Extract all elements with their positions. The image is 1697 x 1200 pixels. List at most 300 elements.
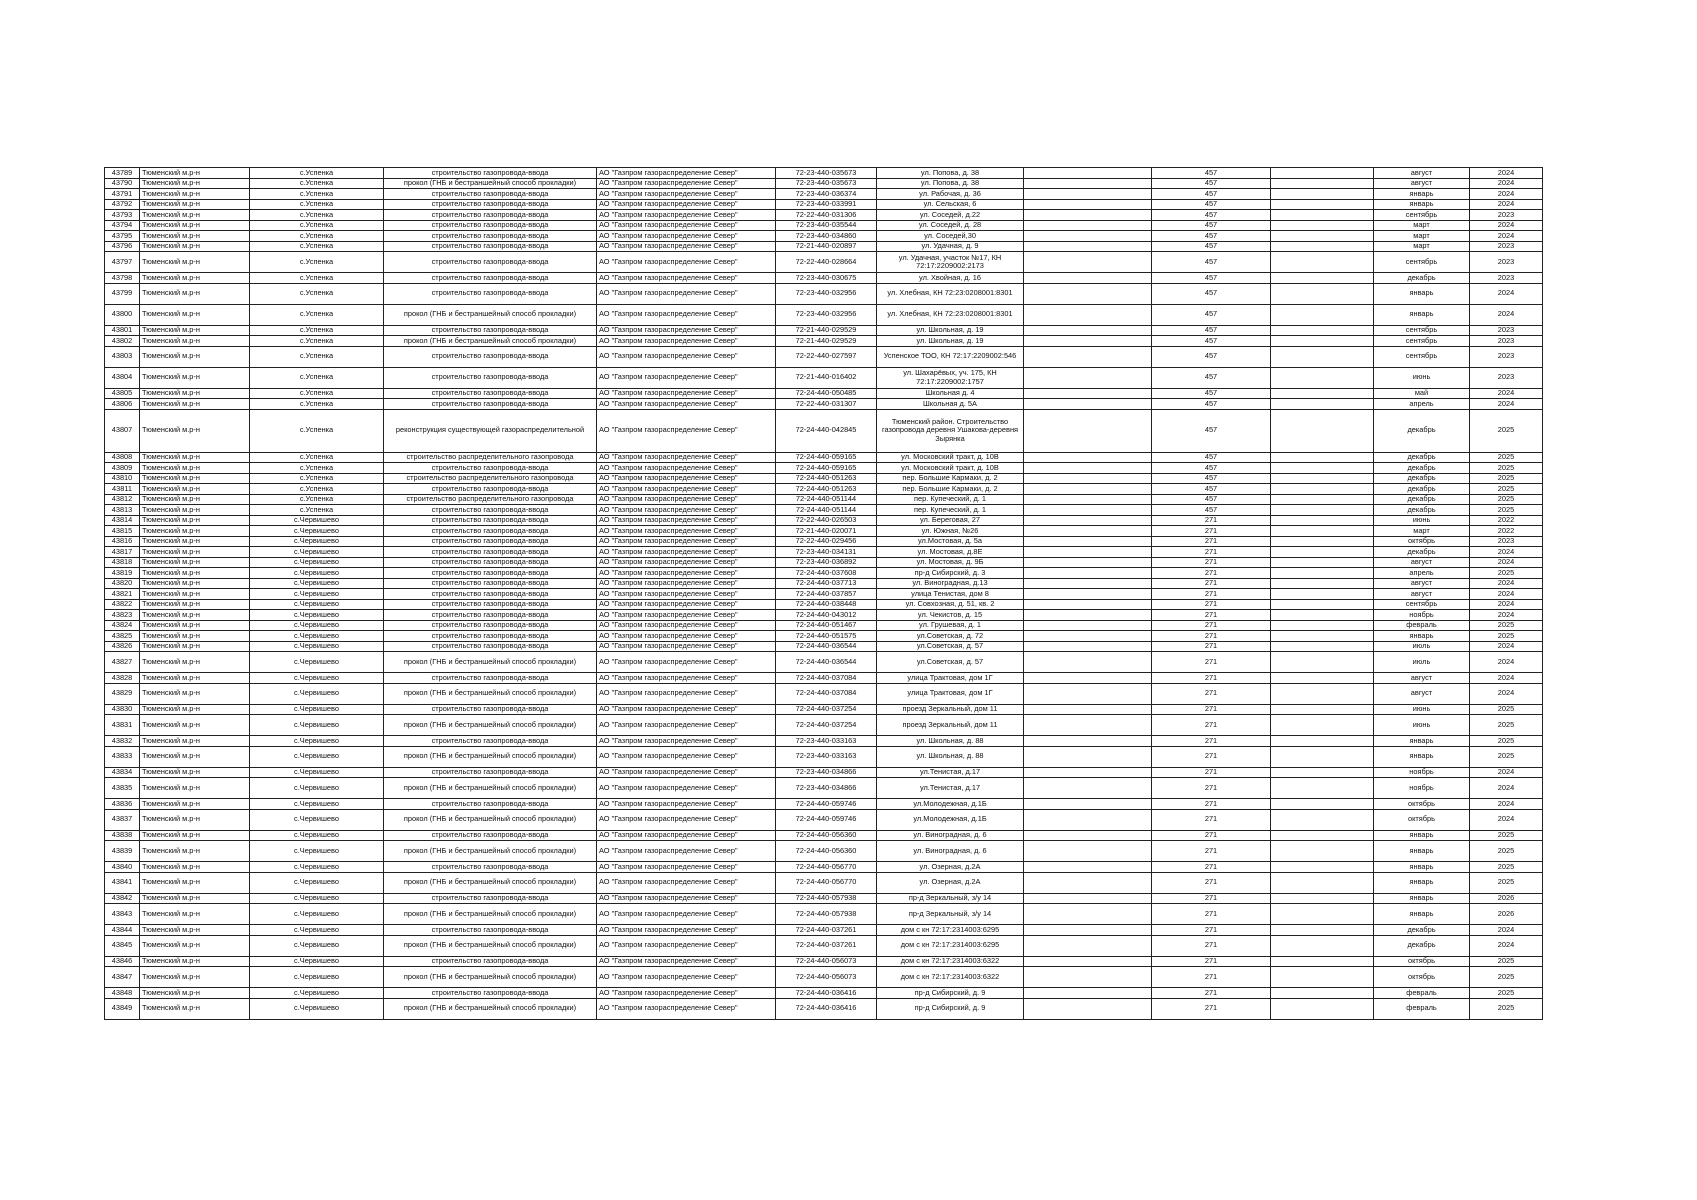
- cell-address: ул. Попова, д. 38: [877, 178, 1024, 189]
- cell-year: 2022: [1470, 526, 1543, 537]
- cell-empty-col: [1271, 631, 1374, 642]
- cell-month: октябрь: [1374, 809, 1470, 830]
- cell-settlement: с.Червишево: [250, 578, 384, 589]
- cell-year: 2025: [1470, 484, 1543, 495]
- cell-address: пер. Большие Кармаки, д. 2: [877, 484, 1024, 495]
- cell-year: 2024: [1470, 809, 1543, 830]
- cell-month: январь: [1374, 283, 1470, 304]
- cell-work-type: строительство газопровода-ввода: [384, 641, 597, 652]
- cell-year: 2025: [1470, 631, 1543, 642]
- cell-organization: АО "Газпром газораспределение Север": [597, 199, 776, 210]
- cell-application-number: 72-23-440-033991: [776, 199, 877, 210]
- cell-code: 457: [1152, 189, 1271, 200]
- cell-organization: АО "Газпром газораспределение Север": [597, 367, 776, 388]
- cell-month: август: [1374, 673, 1470, 684]
- cell-code: 271: [1152, 683, 1271, 704]
- cell-row-number: 43810: [105, 473, 140, 484]
- cell-application-number: 72-22-440-028664: [776, 252, 877, 273]
- cell-work-type: строительство газопровода-ввода: [384, 220, 597, 231]
- table-row: [105, 715, 1543, 736]
- cell-year: 2025: [1470, 494, 1543, 505]
- table-row: [105, 767, 1543, 778]
- cell-settlement: с.Червишево: [250, 736, 384, 747]
- cell-month: сентябрь: [1374, 210, 1470, 221]
- cell-address: дом с кн 72:17:2314003:6322: [877, 967, 1024, 988]
- cell-organization: АО "Газпром газораспределение Север": [597, 220, 776, 231]
- cell-settlement: с.Червишево: [250, 956, 384, 967]
- table-row: [105, 388, 1543, 399]
- cell-year: 2023: [1470, 336, 1543, 347]
- cell-code: 271: [1152, 778, 1271, 799]
- cell-application-number: 72-24-440-036544: [776, 652, 877, 673]
- cell-code: 271: [1152, 557, 1271, 568]
- cell-month: декабрь: [1374, 935, 1470, 956]
- table-row: [105, 683, 1543, 704]
- cell-organization: АО "Газпром газораспределение Север": [597, 830, 776, 841]
- cell-row-number: 43819: [105, 568, 140, 579]
- cell-empty-col: [1024, 956, 1152, 967]
- cell-application-number: 72-24-440-036544: [776, 641, 877, 652]
- cell-empty-col: [1271, 778, 1374, 799]
- cell-district: Тюменский м.р-н: [140, 547, 250, 558]
- cell-settlement: с.Успенка: [250, 178, 384, 189]
- cell-settlement: с.Успенка: [250, 252, 384, 273]
- cell-code: 271: [1152, 515, 1271, 526]
- cell-organization: АО "Газпром газораспределение Север": [597, 599, 776, 610]
- cell-month: январь: [1374, 904, 1470, 925]
- cell-year: 2024: [1470, 168, 1543, 179]
- cell-year: 2024: [1470, 925, 1543, 936]
- cell-organization: АО "Газпром газораспределение Север": [597, 998, 776, 1019]
- cell-organization: АО "Газпром газораспределение Север": [597, 904, 776, 925]
- cell-organization: АО "Газпром газораспределение Север": [597, 778, 776, 799]
- cell-empty-col: [1024, 673, 1152, 684]
- cell-settlement: с.Червишево: [250, 830, 384, 841]
- table-row: [105, 409, 1543, 452]
- cell-row-number: 43814: [105, 515, 140, 526]
- cell-organization: АО "Газпром газораспределение Север": [597, 935, 776, 956]
- table-row: [105, 652, 1543, 673]
- cell-code: 271: [1152, 746, 1271, 767]
- cell-address: пр-д Сибирский, д. 9: [877, 998, 1024, 1019]
- cell-settlement: с.Успенка: [250, 463, 384, 474]
- cell-month: апрель: [1374, 399, 1470, 410]
- cell-month: апрель: [1374, 568, 1470, 579]
- cell-row-number: 43835: [105, 778, 140, 799]
- cell-row-number: 43828: [105, 673, 140, 684]
- cell-application-number: 72-23-440-033163: [776, 746, 877, 767]
- cell-work-type: строительство газопровода-ввода: [384, 325, 597, 336]
- table-row: [105, 178, 1543, 189]
- cell-year: 2024: [1470, 399, 1543, 410]
- cell-work-type: прокол (ГНБ и бестраншейный способ прокладки): [384, 967, 597, 988]
- cell-code: 271: [1152, 841, 1271, 862]
- cell-address: ул. Сельская, 6: [877, 199, 1024, 210]
- cell-empty-col: [1024, 273, 1152, 284]
- cell-code: 457: [1152, 409, 1271, 452]
- cell-empty-col: [1271, 904, 1374, 925]
- cell-organization: АО "Газпром газораспределение Север": [597, 463, 776, 474]
- cell-work-type: строительство газопровода-ввода: [384, 515, 597, 526]
- cell-organization: АО "Газпром газораспределение Север": [597, 252, 776, 273]
- cell-empty-col: [1024, 178, 1152, 189]
- cell-address: пер. Большие Кармаки, д. 2: [877, 473, 1024, 484]
- cell-empty-col: [1271, 620, 1374, 631]
- cell-year: 2025: [1470, 715, 1543, 736]
- cell-empty-col: [1271, 199, 1374, 210]
- table-row: [105, 778, 1543, 799]
- cell-code: 457: [1152, 325, 1271, 336]
- cell-code: 457: [1152, 273, 1271, 284]
- cell-address: ул. Соседей,30: [877, 231, 1024, 242]
- cell-district: Тюменский м.р-н: [140, 252, 250, 273]
- cell-year: 2024: [1470, 767, 1543, 778]
- cell-application-number: 72-24-440-043012: [776, 610, 877, 621]
- cell-application-number: 72-23-440-035544: [776, 220, 877, 231]
- table-row: [105, 252, 1543, 273]
- table-row: [105, 199, 1543, 210]
- table-row: [105, 872, 1543, 893]
- cell-organization: АО "Газпром газораспределение Север": [597, 988, 776, 999]
- cell-code: 271: [1152, 641, 1271, 652]
- cell-empty-col: [1024, 967, 1152, 988]
- cell-work-type: строительство газопровода-ввода: [384, 505, 597, 516]
- table-row: [105, 241, 1543, 252]
- cell-work-type: строительство газопровода-ввода: [384, 589, 597, 600]
- cell-address: ул. Озерная, д.2А: [877, 862, 1024, 873]
- cell-work-type: строительство газопровода-ввода: [384, 673, 597, 684]
- cell-settlement: с.Успенка: [250, 210, 384, 221]
- cell-settlement: с.Успенка: [250, 484, 384, 495]
- table-row: [105, 893, 1543, 904]
- cell-address: ул.Тенистая, д.17: [877, 778, 1024, 799]
- cell-empty-col: [1271, 767, 1374, 778]
- cell-district: Тюменский м.р-н: [140, 641, 250, 652]
- cell-empty-col: [1271, 925, 1374, 936]
- cell-application-number: 72-24-440-050485: [776, 388, 877, 399]
- cell-code: 457: [1152, 336, 1271, 347]
- cell-application-number: 72-24-440-037254: [776, 704, 877, 715]
- cell-code: 271: [1152, 935, 1271, 956]
- cell-empty-col: [1271, 210, 1374, 221]
- cell-month: январь: [1374, 872, 1470, 893]
- cell-organization: АО "Газпром газораспределение Север": [597, 736, 776, 747]
- cell-empty-col: [1024, 304, 1152, 325]
- table-row: [105, 547, 1543, 558]
- table-row: [105, 799, 1543, 810]
- cell-organization: АО "Газпром газораспределение Север": [597, 325, 776, 336]
- cell-application-number: 72-23-440-034131: [776, 547, 877, 558]
- cell-settlement: с.Червишево: [250, 704, 384, 715]
- cell-month: август: [1374, 178, 1470, 189]
- cell-address: Школьная д. 4: [877, 388, 1024, 399]
- cell-row-number: 43794: [105, 220, 140, 231]
- cell-year: 2025: [1470, 736, 1543, 747]
- cell-month: декабрь: [1374, 452, 1470, 463]
- cell-empty-col: [1271, 557, 1374, 568]
- cell-district: Тюменский м.р-н: [140, 673, 250, 684]
- cell-empty-col: [1024, 220, 1152, 231]
- cell-work-type: строительство распределительного газопровода: [384, 452, 597, 463]
- cell-empty-col: [1271, 484, 1374, 495]
- cell-empty-col: [1271, 367, 1374, 388]
- cell-month: декабрь: [1374, 484, 1470, 495]
- cell-application-number: 72-21-440-020071: [776, 526, 877, 537]
- cell-month: январь: [1374, 830, 1470, 841]
- cell-organization: АО "Газпром газораспределение Север": [597, 231, 776, 242]
- cell-application-number: 72-23-440-035673: [776, 168, 877, 179]
- cell-address: Тюменский район. Строительство газопровода деревня Ушакова-деревня Зырянка: [877, 409, 1024, 452]
- cell-month: январь: [1374, 736, 1470, 747]
- cell-settlement: с.Червишево: [250, 872, 384, 893]
- cell-year: 2025: [1470, 956, 1543, 967]
- cell-address: пр-д Сибирский, д. 9: [877, 988, 1024, 999]
- cell-organization: АО "Газпром газораспределение Север": [597, 641, 776, 652]
- table-row: [105, 673, 1543, 684]
- cell-work-type: строительство газопровода-ввода: [384, 547, 597, 558]
- cell-row-number: 43804: [105, 367, 140, 388]
- cell-work-type: прокол (ГНБ и бестраншейный способ прокладки): [384, 904, 597, 925]
- cell-year: 2024: [1470, 641, 1543, 652]
- cell-code: 457: [1152, 220, 1271, 231]
- cell-settlement: с.Червишево: [250, 862, 384, 873]
- cell-empty-col: [1024, 168, 1152, 179]
- cell-year: 2022: [1470, 515, 1543, 526]
- cell-year: 2025: [1470, 872, 1543, 893]
- cell-row-number: 43803: [105, 346, 140, 367]
- cell-month: сентябрь: [1374, 252, 1470, 273]
- table-row: [105, 704, 1543, 715]
- cell-organization: АО "Газпром газораспределение Север": [597, 568, 776, 579]
- cell-settlement: с.Червишево: [250, 652, 384, 673]
- cell-year: 2024: [1470, 304, 1543, 325]
- cell-district: Тюменский м.р-н: [140, 809, 250, 830]
- cell-empty-col: [1024, 399, 1152, 410]
- cell-application-number: 72-22-440-031306: [776, 210, 877, 221]
- cell-empty-col: [1024, 210, 1152, 221]
- table-row: [105, 967, 1543, 988]
- cell-work-type: строительство газопровода-ввода: [384, 252, 597, 273]
- cell-application-number: 72-24-440-057938: [776, 904, 877, 925]
- cell-organization: АО "Газпром газораспределение Север": [597, 484, 776, 495]
- cell-code: 457: [1152, 505, 1271, 516]
- cell-empty-col: [1024, 536, 1152, 547]
- cell-application-number: 72-24-440-036416: [776, 998, 877, 1019]
- cell-year: 2025: [1470, 967, 1543, 988]
- cell-application-number: 72-24-440-056770: [776, 862, 877, 873]
- cell-work-type: прокол (ГНБ и бестраншейный способ прокладки): [384, 746, 597, 767]
- cell-work-type: строительство газопровода-ввода: [384, 956, 597, 967]
- cell-empty-col: [1271, 599, 1374, 610]
- cell-application-number: 72-22-440-026503: [776, 515, 877, 526]
- cell-empty-col: [1271, 967, 1374, 988]
- cell-year: 2024: [1470, 778, 1543, 799]
- cell-district: Тюменский м.р-н: [140, 336, 250, 347]
- cell-empty-col: [1271, 841, 1374, 862]
- cell-row-number: 43798: [105, 273, 140, 284]
- cell-empty-col: [1024, 925, 1152, 936]
- cell-year: 2023: [1470, 252, 1543, 273]
- cell-month: март: [1374, 526, 1470, 537]
- table-row: [105, 484, 1543, 495]
- cell-address: ул. Хлебная, КН 72:23:0208001:8301: [877, 304, 1024, 325]
- cell-address: ул. Мостовая, д. 9Б: [877, 557, 1024, 568]
- cell-organization: АО "Газпром газораспределение Север": [597, 746, 776, 767]
- cell-month: август: [1374, 578, 1470, 589]
- cell-work-type: строительство газопровода-ввода: [384, 273, 597, 284]
- table-row: [105, 557, 1543, 568]
- cell-organization: АО "Газпром газораспределение Север": [597, 536, 776, 547]
- cell-address: ул. Рабочая, д. 36: [877, 189, 1024, 200]
- cell-organization: АО "Газпром газораспределение Север": [597, 473, 776, 484]
- cell-settlement: с.Успенка: [250, 452, 384, 463]
- cell-code: 271: [1152, 673, 1271, 684]
- cell-empty-col: [1024, 746, 1152, 767]
- cell-year: 2024: [1470, 599, 1543, 610]
- cell-application-number: 72-21-440-016402: [776, 367, 877, 388]
- cell-work-type: строительство распределительного газопровода: [384, 494, 597, 505]
- table-row: [105, 463, 1543, 474]
- cell-empty-col: [1024, 620, 1152, 631]
- cell-district: Тюменский м.р-н: [140, 778, 250, 799]
- cell-month: январь: [1374, 746, 1470, 767]
- cell-district: Тюменский м.р-н: [140, 409, 250, 452]
- cell-code: 271: [1152, 526, 1271, 537]
- cell-empty-col: [1024, 199, 1152, 210]
- cell-row-number: 43802: [105, 336, 140, 347]
- cell-settlement: с.Успенка: [250, 388, 384, 399]
- cell-month: ноябрь: [1374, 767, 1470, 778]
- cell-settlement: с.Червишево: [250, 568, 384, 579]
- cell-empty-col: [1024, 557, 1152, 568]
- cell-code: 271: [1152, 862, 1271, 873]
- cell-application-number: 72-24-440-036416: [776, 988, 877, 999]
- cell-empty-col: [1024, 231, 1152, 242]
- cell-row-number: 43834: [105, 767, 140, 778]
- cell-work-type: прокол (ГНБ и бестраншейный способ прокладки): [384, 841, 597, 862]
- cell-month: октябрь: [1374, 536, 1470, 547]
- cell-district: Тюменский м.р-н: [140, 578, 250, 589]
- cell-settlement: с.Червишево: [250, 935, 384, 956]
- cell-settlement: с.Червишево: [250, 841, 384, 862]
- cell-empty-col: [1271, 346, 1374, 367]
- cell-empty-col: [1271, 547, 1374, 558]
- cell-month: декабрь: [1374, 925, 1470, 936]
- cell-year: 2025: [1470, 862, 1543, 873]
- cell-empty-col: [1271, 536, 1374, 547]
- cell-month: февраль: [1374, 998, 1470, 1019]
- cell-code: 457: [1152, 168, 1271, 179]
- cell-code: 457: [1152, 494, 1271, 505]
- cell-address: ул.Молодежная, д.1Б: [877, 799, 1024, 810]
- cell-empty-col: [1024, 409, 1152, 452]
- cell-row-number: 43801: [105, 325, 140, 336]
- cell-work-type: прокол (ГНБ и бестраншейный способ прокладки): [384, 178, 597, 189]
- cell-empty-col: [1024, 283, 1152, 304]
- cell-empty-col: [1271, 862, 1374, 873]
- cell-code: 271: [1152, 967, 1271, 988]
- cell-month: декабрь: [1374, 409, 1470, 452]
- table-row: [105, 841, 1543, 862]
- cell-month: март: [1374, 241, 1470, 252]
- cell-row-number: 43836: [105, 799, 140, 810]
- cell-district: Тюменский м.р-н: [140, 536, 250, 547]
- cell-settlement: с.Успенка: [250, 273, 384, 284]
- cell-application-number: 72-24-440-059165: [776, 452, 877, 463]
- cell-organization: АО "Газпром газораспределение Север": [597, 168, 776, 179]
- cell-organization: АО "Газпром газораспределение Север": [597, 273, 776, 284]
- cell-month: июнь: [1374, 715, 1470, 736]
- cell-row-number: 43847: [105, 967, 140, 988]
- cell-year: 2024: [1470, 283, 1543, 304]
- table-row: [105, 220, 1543, 231]
- cell-district: Тюменский м.р-н: [140, 231, 250, 242]
- cell-settlement: с.Червишево: [250, 610, 384, 621]
- cell-row-number: 43837: [105, 809, 140, 830]
- table-row: [105, 505, 1543, 516]
- cell-application-number: 72-23-440-030675: [776, 273, 877, 284]
- table-row: [105, 168, 1543, 179]
- table-row: [105, 988, 1543, 999]
- cell-work-type: строительство газопровода-ввода: [384, 399, 597, 410]
- cell-application-number: 72-24-440-037254: [776, 715, 877, 736]
- cell-year: 2026: [1470, 893, 1543, 904]
- cell-code: 457: [1152, 178, 1271, 189]
- cell-district: Тюменский м.р-н: [140, 904, 250, 925]
- table-row: [105, 568, 1543, 579]
- cell-settlement: с.Успенка: [250, 325, 384, 336]
- cell-row-number: 43839: [105, 841, 140, 862]
- cell-address: ул. Удачная, д. 9: [877, 241, 1024, 252]
- cell-organization: АО "Газпром газораспределение Север": [597, 683, 776, 704]
- cell-code: 271: [1152, 904, 1271, 925]
- cell-year: 2024: [1470, 935, 1543, 956]
- table-row: [105, 231, 1543, 242]
- cell-row-number: 43816: [105, 536, 140, 547]
- cell-work-type: строительство распределительного газопровода: [384, 473, 597, 484]
- cell-row-number: 43827: [105, 652, 140, 673]
- cell-month: август: [1374, 683, 1470, 704]
- cell-row-number: 43820: [105, 578, 140, 589]
- cell-district: Тюменский м.р-н: [140, 168, 250, 179]
- cell-address: ул. Виноградная, д. 6: [877, 830, 1024, 841]
- cell-year: 2025: [1470, 841, 1543, 862]
- cell-empty-col: [1271, 325, 1374, 336]
- cell-district: Тюменский м.р-н: [140, 998, 250, 1019]
- cell-empty-col: [1024, 505, 1152, 516]
- cell-row-number: 43826: [105, 641, 140, 652]
- cell-address: Школьная д. 5А: [877, 399, 1024, 410]
- cell-row-number: 43833: [105, 746, 140, 767]
- cell-row-number: 43791: [105, 189, 140, 200]
- cell-work-type: строительство газопровода-ввода: [384, 568, 597, 579]
- table-row: [105, 399, 1543, 410]
- cell-empty-col: [1271, 252, 1374, 273]
- cell-work-type: строительство газопровода-ввода: [384, 346, 597, 367]
- cell-code: 457: [1152, 241, 1271, 252]
- cell-district: Тюменский м.р-н: [140, 304, 250, 325]
- cell-row-number: 43811: [105, 484, 140, 495]
- cell-district: Тюменский м.р-н: [140, 935, 250, 956]
- cell-month: январь: [1374, 189, 1470, 200]
- cell-settlement: с.Червишево: [250, 620, 384, 631]
- cell-district: Тюменский м.р-н: [140, 872, 250, 893]
- cell-work-type: прокол (ГНБ и бестраншейный способ прокладки): [384, 809, 597, 830]
- cell-address: пр-д Зеркальный, з/у 14: [877, 904, 1024, 925]
- cell-empty-col: [1024, 494, 1152, 505]
- cell-organization: АО "Газпром газораспределение Север": [597, 610, 776, 621]
- cell-empty-col: [1271, 809, 1374, 830]
